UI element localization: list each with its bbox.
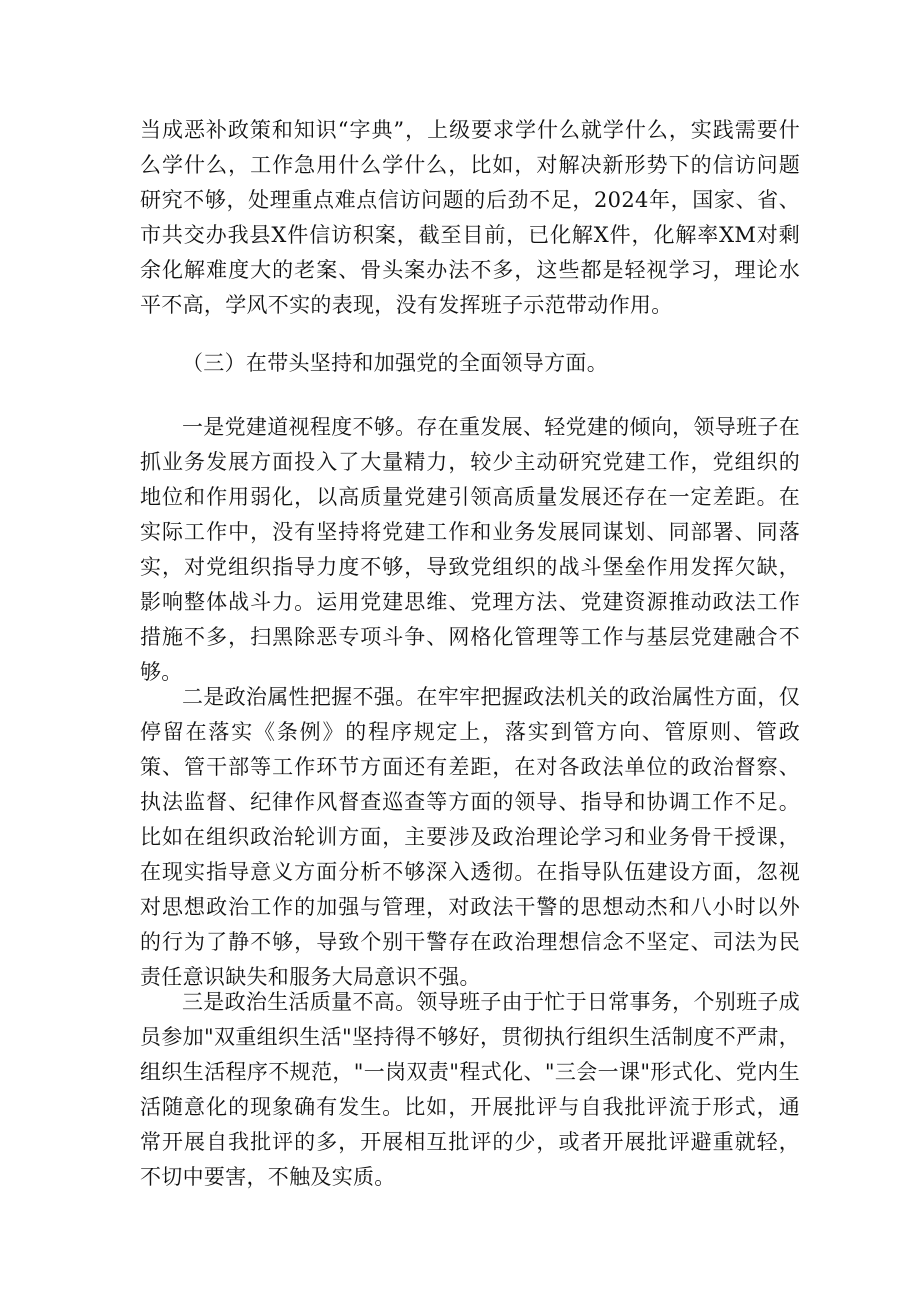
paragraph-study-continuation: 当成恶补政策和知识“字典”，上级要求学什么就学什么，实践需要什么学什么，工作急用什么学什么，比如，对解决新形势下的信访问题研究不够，处理重点难点信访问题的后劲不足，2024年，国家、省、市共交办我县X件信访积案，截至目前，已化解X件，化解率XM对剩余化解难度大的老案、骨头案办法不多，这些都是轻视学习，理论水平不高，学风不实的表现，没有发挥班子示范带动作用。 (140, 118, 800, 317)
paragraph-political-life: 三是政治生活质量不高。领导班子由于忙于日常事务，个别班子成员参加"双重组织生活"坚持得不够好，贯彻执行组织生活制度不严肃，组织生活程序不规范，"一岗双责"程式化、"三会一课"形式化、党内生活随意化的现象确有发生。比如，开展批评与自我批评流于形式，通常开展自我批评的多，开展相互批评的少，或者开展批评避重就轻，不切中要害，不触及实质。 (140, 990, 800, 1189)
paragraph-political-attribute: 二是政治属性把握不强。在牢牢把握政法机关的政治属性方面，仅停留在落实《条例》的程序规定上，落实到管方向、管原则、管政策、管干部等工作环节方面还有差距，在对各政法单位的政治督察、执法监督、纪律作风督查巡查等方面的领导、指导和协调工作不足。比如在组织政治轮训方面，主要涉及政治理论学习和业务骨干授课，在现实指导意义方面分析不够深入透彻。在指导队伍建设方面，忽视对思想政治工作的加强与管理，对政法干警的思想动杰和八小时以外的行为了静不够，导致个别干警存在政治理想信念不坚定、司法为民责任意识缺失和服务大局意识不强。 (140, 685, 800, 989)
section-heading-party-leadership: （三）在带头坚持和加强党的全面领导方面。 (182, 351, 608, 375)
paragraph-party-building: 一是党建道视程度不够。存在重发展、轻党建的倾向，领导班子在抓业务发展方面投入了大量精力，较少主动研究党建工作，党组织的地位和作用弱化，以高质量党建引领高质量发展还存在一定差距。在实际工作中，没有坚持将党建工作和业务发展同谋划、同部署、同落实，对党组织指导力度不够，导致党组织的战斗堡垒作用发挥欠缺，影响整体战斗力。运用党建思维、党理方法、党建资源推动政法工作措施不多，扫黑除恶专项斗争、网格化管理等工作与基层党建融合不够。 (140, 415, 800, 684)
